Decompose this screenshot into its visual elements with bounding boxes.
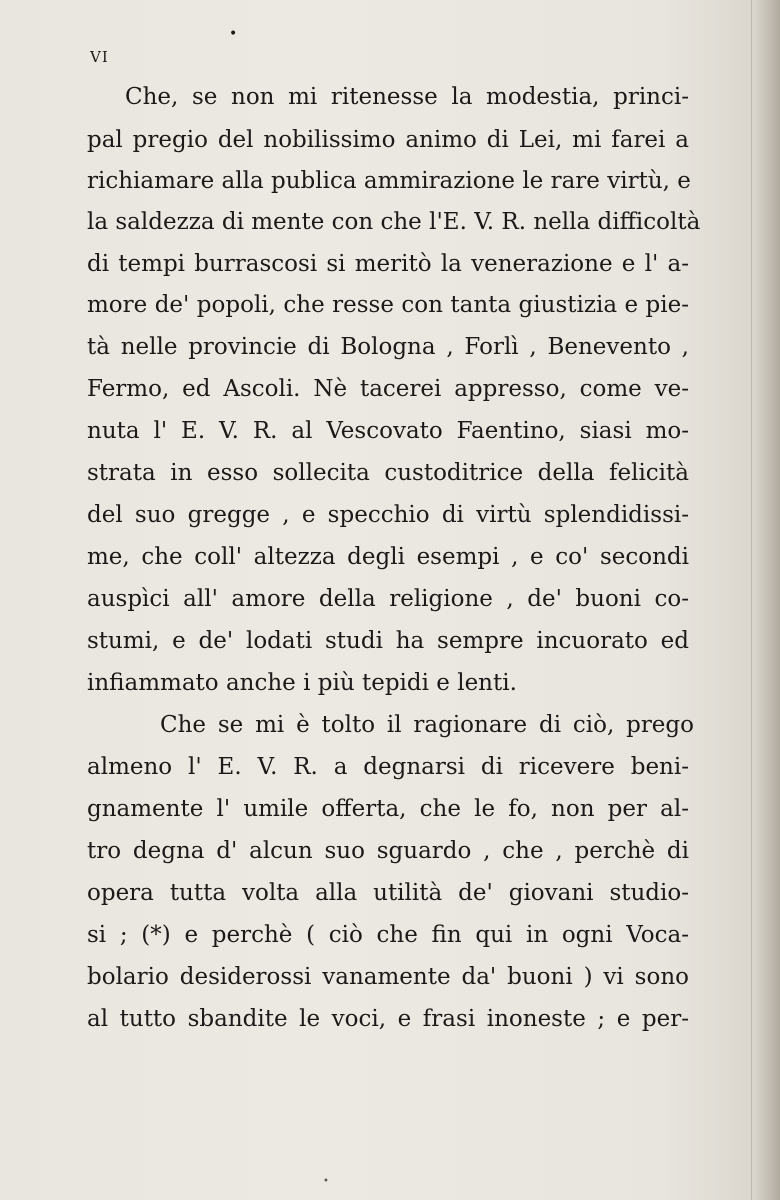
text-line: Che se mi è tolto il ragionare di ciò, prego [160, 712, 694, 738]
text-line: opera tutta volta alla utilità de' giovani studio- [87, 880, 689, 906]
text-line: pal pregio del nobilissimo animo di Lei, mi farei a [87, 127, 689, 153]
text-line: si ; (*) e perchè ( ciò che fin qui in ogni Voca- [87, 922, 689, 948]
top-ink-mark: • [229, 26, 238, 42]
text-line: auspìci all' amore della religione , de' buoni co- [87, 586, 689, 612]
text-line: me, che coll' altezza degli esempi , e co' secondi [87, 544, 689, 570]
text-line: Fermo, ed Ascoli. Nè tacerei appresso, come ve- [87, 376, 689, 402]
text-line: Che, se non mi ritenesse la modestia, princi- [125, 84, 689, 110]
text-line: tà nelle provincie di Bologna , Forlì , Benevento , [87, 334, 689, 360]
text-line: di tempi burrascosi si meritò la venerazione e l' a- [87, 251, 689, 277]
text-line: more de' popoli, che resse con tanta giustizia e pie- [87, 292, 689, 318]
text-line: richiamare alla publica ammirazione le rare virtù, e [87, 168, 691, 194]
text-line: nuta l' E. V. R. al Vescovato Faentino, siasi mo- [87, 418, 689, 444]
text-line: la saldezza di mente con che l'E. V. R. nella difficoltà [87, 209, 701, 235]
text-line: gnamente l' umile offerta, che le fo, non per al- [87, 796, 689, 822]
text-line: tro degna d' alcun suo sguardo , che , perchè di [87, 838, 689, 864]
text-line: strata in esso sollecita custoditrice della felicità [87, 460, 689, 486]
bottom-ink-mark: • [323, 1176, 329, 1187]
text-line: stumi, e de' lodati studi ha sempre incuorato ed [87, 628, 689, 654]
text-line: al tutto sbandite le voci, e frasi inoneste ; e per- [87, 1006, 689, 1032]
text-line: bolario desiderossi vanamente da' buoni ) vi sono [87, 964, 689, 990]
text-line: del suo gregge , e specchio di virtù splendidissi- [87, 502, 689, 528]
page-number: VI [90, 48, 109, 66]
text-line: infiammato anche i più tepidi e lenti. [87, 670, 517, 696]
text-line: almeno l' E. V. R. a degnarsi di ricevere beni- [87, 754, 689, 780]
